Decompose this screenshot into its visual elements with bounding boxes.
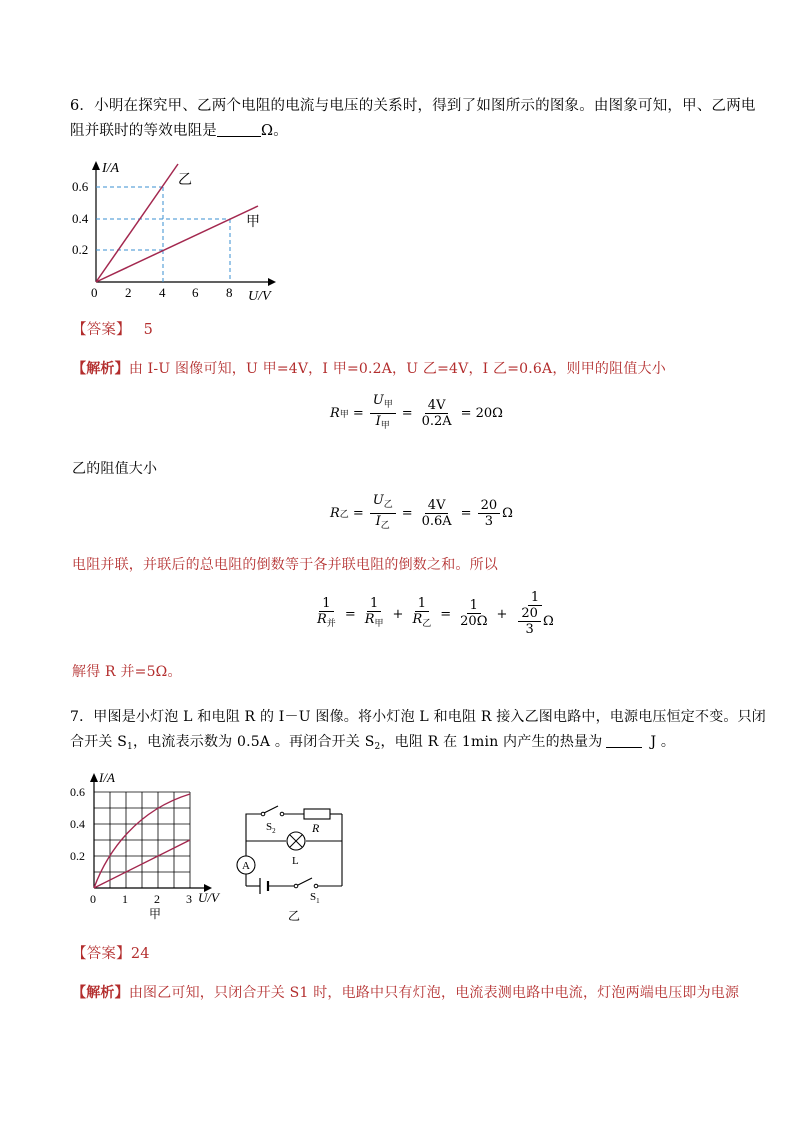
y-tick-0.2: 0.2: [70, 849, 85, 863]
q7-answer: 【答案】24: [72, 946, 150, 962]
q6-line2: 阻并联时的等效电阻是 Ω。: [70, 123, 288, 139]
x-axis-label: U/V: [248, 289, 271, 304]
q6-answer: 【答案】 5: [72, 322, 154, 338]
x-tick-3: 3: [186, 892, 192, 906]
graph-caption: 甲: [149, 907, 162, 920]
s1-pivot: [294, 884, 298, 888]
x-tick-8: 8: [226, 285, 233, 300]
resistor-symbol: [304, 809, 330, 819]
q6-line1: 6．小明在探究甲、乙两个电阻的电流与电压的关系时，得到了如图所示的图象。由图象可知，甲、乙两电: [70, 98, 756, 114]
s2-contact: [280, 812, 284, 816]
x-tick-2: 2: [154, 892, 160, 906]
equation-r-jia: R 甲 = $\frac{U_甲}{I_甲}$ = $\frac{4V}{0.2A}$ = 20Ω: [330, 393, 503, 431]
q6-solve: 解得 R 并=5Ω。: [72, 664, 182, 680]
q6-analysis-line2: 乙的阻值大小: [72, 461, 158, 477]
y-axis-arrow: [90, 773, 98, 782]
x-tick-0: 0: [91, 285, 98, 300]
y-tick-0.6: 0.6: [70, 785, 85, 799]
s2-pivot: [261, 812, 265, 816]
q7-analysis-line1: 【解析】由图乙可知，只闭合开关 S1 时，电路中只有灯泡，电流表测电路中电流，灯泡两端电压即为电源: [72, 985, 740, 1001]
q7-blank: [606, 733, 642, 748]
y-tick-0.2: 0.2: [72, 242, 89, 257]
x-tick-2: 2: [125, 285, 132, 300]
q7-iu-graph: [68, 770, 228, 920]
x-tick-1: 1: [122, 892, 128, 906]
resistor-label: R: [312, 821, 320, 835]
q6-blank: [217, 122, 261, 137]
y-tick-0.4: 0.4: [70, 817, 85, 831]
x-tick-6: 6: [192, 285, 199, 300]
q7-line1: 7．甲图是小灯泡 L 和电阻 R 的 I－U 图像。将小灯泡 L 和电阻 R 接入乙图电路中，电源电压恒定不变。只闭: [70, 709, 767, 725]
circuit-caption: 乙: [288, 909, 301, 923]
series-jia-line: [96, 206, 258, 282]
x-axis-label: U/V: [198, 890, 219, 905]
grid: [94, 792, 190, 888]
q6-analysis-line3: 电阻并联，并联后的总电阻的倒数等于各并联电阻的倒数之和。所以: [72, 557, 498, 573]
lamp-label: L: [292, 855, 299, 867]
q6-iu-graph: [68, 158, 288, 304]
guide-lines: [96, 187, 230, 282]
series-yi-line: [96, 164, 178, 282]
y-axis-label: I/A: [102, 161, 120, 176]
y-tick-0.6: 0.6: [72, 179, 89, 194]
y-axis-arrow: [92, 161, 100, 170]
y-axis-label: I/A: [99, 770, 115, 785]
equation-parallel: $\frac{1}{R_并}$ = $\frac{1}{R_甲}$ + $\frac{1}{R_乙}$ = $\frac{1}{20\Omega}$ + 1 $\frac{20}{3}$ Ω: [317, 590, 554, 637]
label-jia: 甲: [246, 215, 260, 230]
x-tick-0: 0: [90, 892, 96, 906]
label-yi: 乙: [178, 173, 192, 188]
ammeter-label: A: [242, 860, 250, 872]
q7-line2: 合开关 $S_1$，电流表示数为 0.5A 。再闭合开关 $S_2$，电阻 R 在 1min 内产生的热量为 J 。: [70, 734, 676, 752]
equation-r-yi: R 乙 = $\frac{U_乙}{I_乙}$ = $\frac{4V}{0.6A}$ = $\frac{20}{3}$ Ω: [330, 493, 513, 531]
s2-label: $S_2$: [266, 821, 276, 835]
y-tick-0.4: 0.4: [72, 211, 89, 226]
q7-circuit: [232, 788, 352, 924]
x-tick-4: 4: [159, 285, 166, 300]
s1-contact: [314, 884, 318, 888]
q6-analysis-line1: 【解析】由 I-U 图像可知，U 甲=4V，I 甲=0.2A，U 乙=4V，I 乙=0.6A，则甲的阻值大小: [72, 361, 666, 377]
x-axis-arrow: [268, 278, 276, 286]
s1-label: $S_1$: [310, 891, 320, 905]
